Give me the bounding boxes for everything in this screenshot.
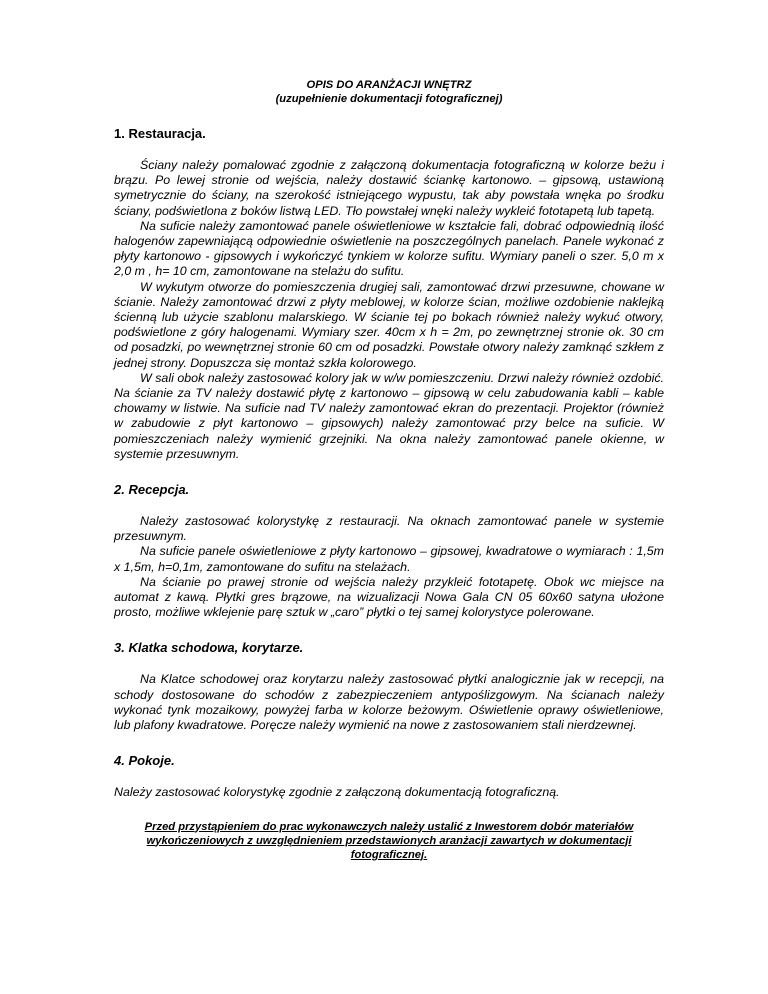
- section-heading: 2. Recepcja.: [114, 482, 190, 498]
- paragraph: Na ścianie po prawej stronie od wejścia należy przykleić fototapetę. Obok wc miejsce na automat z kawą. Płytki gres brązowe, na wizualizacji Nowa Gala CN 05 60x60 satyna ułożone prosto, możliwe wklejenie parę sztuk w „caro” płytki o tej samej kolorystyce polerowane.: [114, 574, 664, 620]
- paragraph: W sali obok należy zastosować kolory jak w w/w pomieszczeniu. Drzwi należy również ozdobić. Na ścianie za TV należy dostawić płytę z kartonowo – gipsową w celu zabudowania kabli – kable chowamy w listwie. Na suficie nad TV należy zamontować ekran do prezentacji. Projektor (również w zabudowie z płyt kartonowo – gipsowych) należy zamontować przy belce na suficie. W pomieszczeniach należy wymienić grzejniki. Na okna należy zamontować panele okienne, w systemie przesuwnym.: [114, 370, 664, 461]
- paragraph: Należy zastosować kolorystykę zgodnie z załączoną dokumentacją fotograficzną.: [114, 785, 560, 800]
- document-page: [114, 78, 664, 862]
- footer-note: Przed przystąpieniem do prac wykonawczych należy ustalić z Inwestorem dobór materiałów wykończeniowych z uwzględnieniem przedstawionych aranżacji zawartych w dokumentacji fotograficznej.: [144, 820, 634, 861]
- section-heading: 4. Pokoje.: [114, 753, 175, 769]
- section-klatka-schodowa: [114, 640, 664, 733]
- paragraph: W wykutym otworze do pomieszczenia drugiej sali, zamontować drzwi przesuwne, chowane w ścianie. Należy zamontować drzwi z płyty meblowej, w kolorze ścian, możliwe ozdobienie naklejką ścienną lub użycie szablonu malarskiego. W ścianie tej po bokach również należy wykuć otwory, podświetlone z góry halogenami. Wymiary szer. 40cm x h = 2m, po zewnętrznej stronie ok. 30 cm od posadzki, po wewnętrznej stronie 60 cm od posadzki. Powstałe otwory należy zamknąć szkłem z jednej strony. Dopuszcza się montaż szkła kolorowego.: [114, 279, 664, 370]
- paragraph: Ściany należy pomalować zgodnie z załączoną dokumentacja fotograficzną w kolorze beżu i brązu. Po lewej stronie od wejścia, należy dostawić ściankę kartonowo. – gipsową, ustawioną symetrycznie do ściany, na szerokość istniejącego wypustu, tak aby powstała wnęka po środku ściany, podświetlona z boków listwą LED. Tło powstałej wnęki należy wykleić fototapetą lub tapetą.: [114, 158, 664, 218]
- document-title: OPIS DO ARANŻACJI WNĘTRZ: [306, 79, 472, 91]
- paragraph: Należy zastosować kolorystykę z restauracji. Na oknach zamontować panele w systemie przesuwnym.: [114, 514, 664, 544]
- document-subtitle: (uzupełnienie dokumentacji fotograficznej): [275, 93, 503, 105]
- section-recepcja: [114, 482, 664, 620]
- paragraph: Na suficie należy zamontować panele oświetleniowe w kształcie fali, dobrać odpowiednią ilość halogenów zapewniającą odpowiednie oświetlenie na poszczególnych panelach. Panele wykonać z płyty kartonowo - gipsowych i wykończyć tynkiem w kolorze sufitu. Wymiary paneli o szer. 5,0 m x 2,0 m , h= 10 cm, zamontowane na stelażu do sufitu.: [114, 218, 664, 279]
- section-restauracja: [114, 126, 664, 462]
- section-pokoje: [114, 753, 664, 800]
- section-heading: 3. Klatka schodowa, korytarze.: [114, 640, 304, 656]
- section-heading: 1. Restauracja.: [114, 126, 206, 141]
- paragraph: Na Klatce schodowej oraz korytarzu należy zastosować płytki analogicznie jak w recepcji, na schody dostosowane do schodów z zabezpieczeniem antypoślizgowym. Na ścianach należy wykonać tynk mozaikowy, powyżej farba w kolorze beżowym. Oświetlenie oprawy oświetleniowe, lub plafony kwadratowe. Poręcze należy wymienić na nowe z zastosowaniem stali nierdzewnej.: [114, 672, 664, 733]
- paragraph: Na suficie panele oświetleniowe z płyty kartonowo – gipsowej, kwadratowe o wymiarach : 1,5m x 1,5m, h=0,1m, zamontowane do sufitu na stelażach.: [114, 544, 664, 574]
